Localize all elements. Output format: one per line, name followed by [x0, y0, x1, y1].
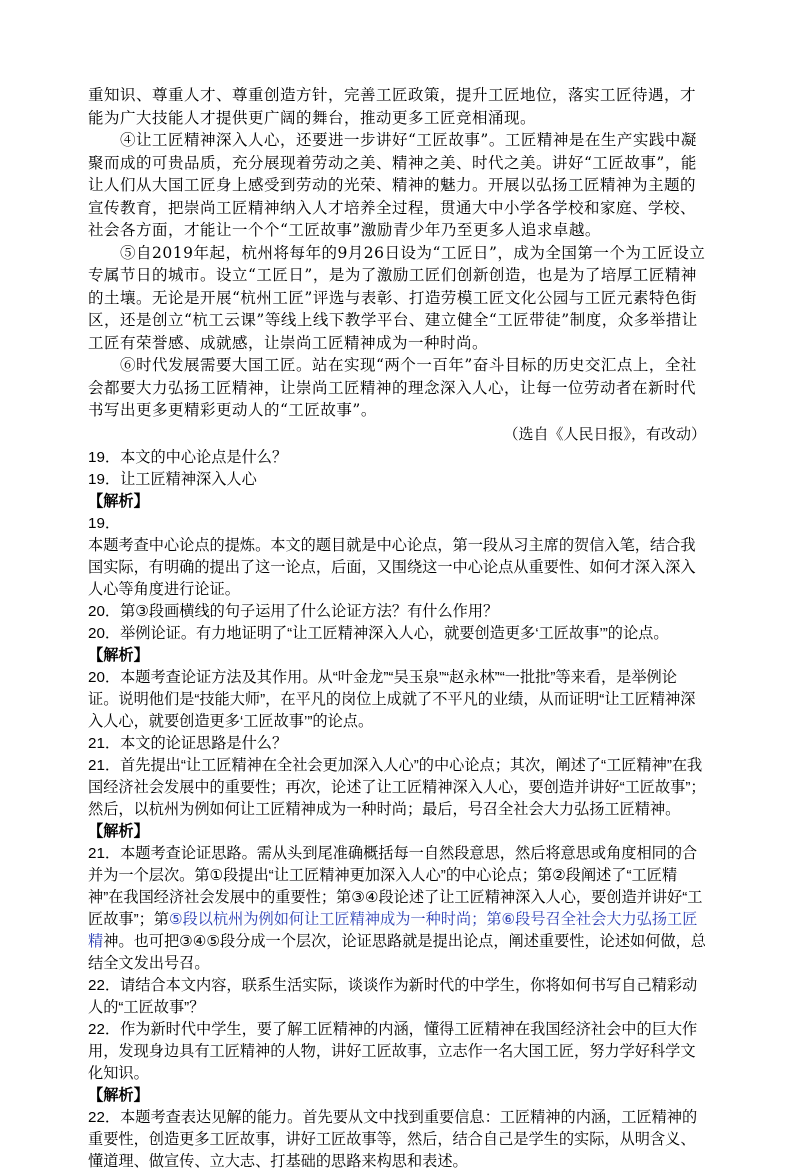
analysis-19: 本题考查中心论点的提炼。本文的题目就是中心论点，第一段从习主席的贺信入笔，结合我国实际，有明确的提出了这一论点，后面，又围绕这一中心论点从重要性、如何才深入深入人心等角度进行论证。: [88, 536, 696, 598]
analysis-20: 20．本题考查论证方法及其作用。从“叶金龙”“吴玉泉”“赵永林”“一批批”等来看，是举例论证。说明他们是“技能大师”，在平凡的岗位上成就了不平凡的业绩，从而证明“让工匠精神深入人心，就要创造更多‘工匠故事’”的论点。: [88, 668, 696, 730]
analysis-label: 【解析】: [88, 822, 149, 840]
passage-paragraph-6: ⑥时代发展需要大国工匠。站在实现“两个一百年”奋斗目标的历史交汇点上，全社会都要大力弘扬工匠精神，让崇尚工匠精神的理念深入人心，让每一位劳动者在新时代书写出更多更精彩更动人的“工匠故事”。: [88, 356, 697, 419]
analysis-label: 【解析】: [88, 492, 149, 510]
reading-passage: [88, 84, 706, 422]
passage-paragraph-5: ⑤自2019年起，杭州将每年的9月26日设为“工匠日”，成为全国第一个为工匠设立专属节日的城市。设立“工匠日”，是为了激励工匠们创新创造，也是为了培厚工匠精神的土壤。无论是开展“杭州工匠”评选与表彰、打造劳模工匠文化公园与工匠元素特色街区，还是创立“杭工云课”等线上线下教学平台、建立健全“工匠带徒”制度，众多举措让工匠有荣誉感、成就感，让崇尚工匠精神成为一种时尚。: [88, 243, 706, 352]
question-19: 19．本文的中心论点是什么？: [88, 448, 288, 466]
analysis-21-part-b: 神。也可把③④⑤段分成一个层次，论证思路就是提出论点，阐述重要性，论述如何做，总结全文发出号召。: [88, 932, 706, 972]
answer-21: 21．首先提出“让工匠精神在全社会更加深入人心”的中心论点；其次，阐述了“工匠精神”在我国经济社会发展中的重要性；再次，论述了让工匠精神深入人心，要创造并讲好“工匠故事”；然后，以杭州为例如何让工匠精神成为一种时尚；最后，号召全社会大力弘扬工匠精神。: [88, 756, 706, 818]
answer-22: 22．作为新时代中学生，要了解工匠精神的内涵，懂得工匠精神在我国经济社会中的巨大作用，发现身边具有工匠精神的人物，讲好工匠故事，立志作一名大国工匠，努力学好科学文化知识。: [88, 1020, 698, 1082]
analysis-19-number: 19．: [88, 514, 121, 532]
analysis-label: 【解析】: [88, 1086, 149, 1104]
question-22: 22．请结合本文内容，联系生活实际，谈谈作为新时代的中学生，你将如何书写自己精彩动人的“工匠故事”？: [88, 976, 698, 1016]
analysis-22: 22．本题考查表达见解的能力。首先要从文中找到重要信息：工匠精神的内涵，工匠精神的重要性，创造更多工匠故事，讲好工匠故事等，然后，结合自己是学生的实际，从明含义、懂道理、做宣传、立大志、打基础的思路来构思和表述。: [88, 1108, 698, 1170]
passage-paragraph-3-continued: 重知识、尊重人才、尊重创造方针，完善工匠政策，提升工匠地位，落实工匠待遇，才能为广大技能人才提供更广阔的舞台，推动更多工匠竞相涌现。: [88, 86, 697, 127]
answer-19: 19．让工匠精神深入人心: [88, 470, 257, 488]
analysis-21: [88, 843, 706, 975]
analysis-label: 【解析】: [88, 646, 149, 664]
answer-20: 20．举例论证。有力地证明了“让工匠精神深入人心，就要创造更多‘工匠故事’”的论点。: [88, 624, 669, 642]
passage-paragraph-4: ④让工匠精神深入人心，还要进一步讲好“工匠故事”。工匠精神是在生产实践中凝聚而成的可贵品质，充分展现着劳动之美、精神之美、时代之美。讲好“工匠故事”，能让人们从大国工匠身上感受到劳动的光荣、精神的魅力。开展以弘扬工匠精神为主题的宣传教育，把崇尚工匠精神纳入人才培养全过程，贯通大中小学各学校和家庭、学校、社会各方面，才能让一个个“工匠故事”激励青少年乃至更多人追求卓越。: [88, 131, 697, 239]
questions-and-answers: [88, 447, 706, 1173]
analysis-21-highlight: ⑤段以杭州为例如何让工匠精神成为一种时尚；第⑥段号召全社会大力弘扬工匠精: [88, 910, 698, 950]
document-page: [88, 84, 706, 1173]
analysis-21-part-a: 21．本题考查论证思路。需从头到尾准确概括每一自然段意思，然后将意思或角度相同的合并为一个层次。第①段提出“让工匠精神更加深入人心”的中心论点；第②段阐述了“工匠精神”在我国经济社会发展中的重要性；第③④段论述了让工匠精神深入人心，要创造并讲好“工匠故事”；第: [88, 844, 703, 928]
question-21: 21．本文的论证思路是什么？: [88, 734, 288, 752]
passage-source: （选自《人民日报》，有改动）: [503, 424, 706, 443]
question-20: 20．第③段画横线的句子运用了什么论证方法？有什么作用？: [88, 602, 499, 620]
